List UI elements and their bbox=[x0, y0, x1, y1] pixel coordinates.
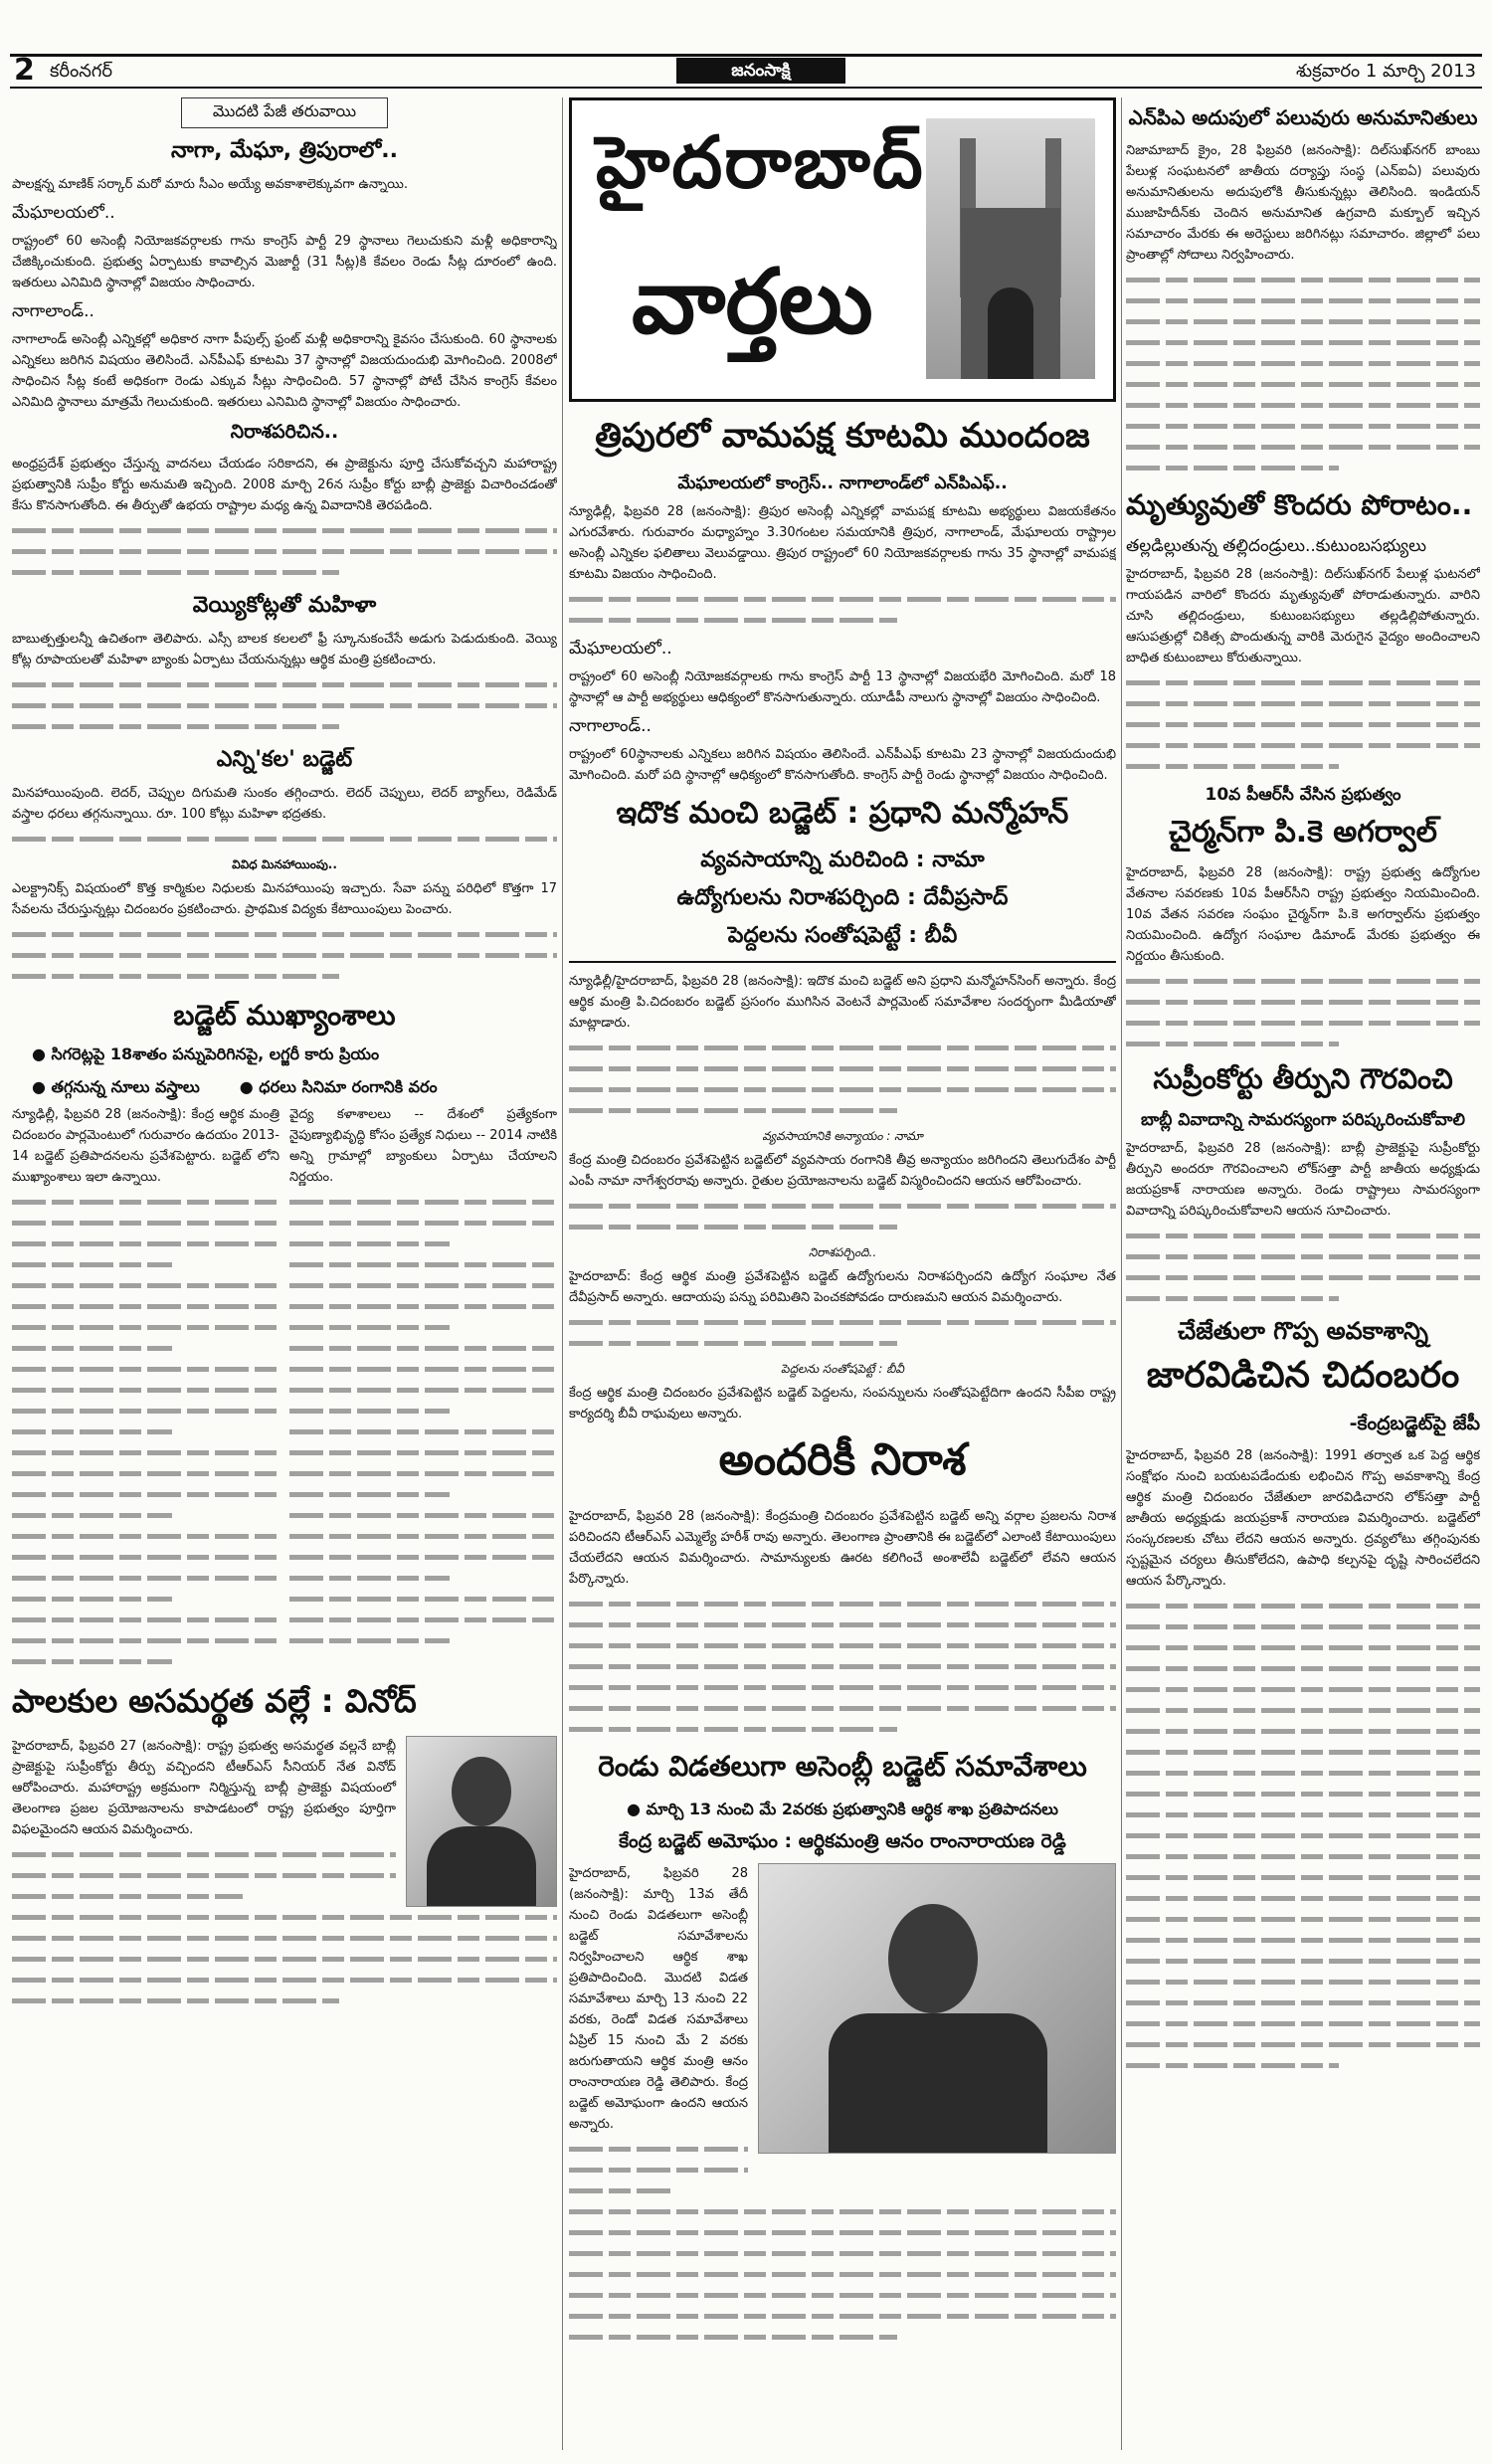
text-line bbox=[569, 1196, 1116, 1217]
peddalu-text: కేంద్ర ఆర్థిక మంత్రి చిదంబరం ప్రవేశపెట్టిన బడ్జెట్ పెద్దలను, సంపన్నులను సంతోషపెట్టేదిగా ఉందని సీపీఐ రాష్ట్ర కార్యదర్శి బీవీ రాఘవులు అన్నారు. bbox=[569, 1386, 1116, 1422]
text-line bbox=[1126, 1013, 1480, 1034]
text-line bbox=[569, 1614, 1116, 1635]
text-line bbox=[289, 1610, 557, 1630]
text-line bbox=[569, 1312, 1116, 1333]
text-line bbox=[289, 1338, 557, 1359]
text-line bbox=[12, 1401, 280, 1422]
text-line bbox=[1126, 756, 1480, 777]
text-line bbox=[1126, 416, 1480, 437]
text-line bbox=[569, 2327, 1116, 2348]
text-line bbox=[1126, 1267, 1480, 1288]
nagaland-label: నాగాలాండ్.. bbox=[12, 301, 94, 321]
text-line bbox=[12, 695, 557, 716]
quote-deviprasad: ఉద్యోగులను నిరాశపర్చింది : దేవీప్రసాద్ bbox=[676, 885, 1009, 910]
chide-subhead: చేజేతులా గొప్ప అవకాశాన్ని bbox=[1178, 1317, 1428, 1345]
divider bbox=[569, 961, 1116, 963]
column-divider bbox=[562, 97, 563, 2450]
text-line bbox=[289, 1589, 557, 1610]
budget-bullet: ● తగ్గనున్న నూలు వస్త్రాలు bbox=[32, 1077, 200, 1100]
text-line bbox=[1126, 1288, 1480, 1309]
text-line bbox=[569, 2139, 748, 2160]
photo-head bbox=[888, 1904, 978, 2013]
text-line bbox=[569, 1698, 1116, 1719]
chide-headline: జారవిడిచిన చిదంబరం bbox=[1146, 1355, 1460, 1396]
text-line bbox=[289, 1317, 557, 1338]
text-line bbox=[569, 1058, 1116, 1079]
text-line bbox=[1126, 1930, 1480, 1951]
nagaland-text: నాగాలాండ్ అసెంబ్లీ ఎన్నికల్లో అధికార నాగా పీపుల్స్ ఫ్రంట్ మళ్లీ అధికారాన్ని కైవసం చేసుకుంది. 60 స్థానాలకు ఎన్నికలు జరిగిన విషయం తెలిసిందే. ఎన్‌పీఎఫ్ కూటమి 37 స్థానాల్లో విజయదుందుభి మోగించింది. 2008లో సాధించిన సీట్ల కంటే అధికంగా రెండు ఎక్కువ సీట్లు సాధించింది. 57 స్థానాల్లో పోటీ చేసిన కాంగ్రెస్ కేవలం ఎనిమిది స్థానాలు మాత్రమే గెలుచుకుంది. ఇతరులు ఎనిమిది స్థానాల్లో విజయం సాధించారు. bbox=[12, 332, 557, 410]
vinod-photo bbox=[406, 1736, 557, 1907]
text-line bbox=[1126, 693, 1480, 714]
vividha-label: వివిధ మినహాయింపు.. bbox=[232, 857, 337, 871]
text-line bbox=[569, 1079, 1116, 1100]
mrutyu-headline: మృత్యువుతో కొందరు పోరాటం.. bbox=[1126, 488, 1473, 521]
andariki-text: హైదరాబాద్, ఫిబ్రవరి 28 (జనంసాక్షి): కేంద్రమంత్రి చిదంబరం ప్రవేశపెట్టిన బడ్జెట్ అన్ని వర్గాల ప్రజలను నిరాశ పరిచిందని టీఆర్ఎస్ ఎమ్మెల్యే హరీశ్ రావు అన్నారు. తెలంగాణ ప్రాంతానికి ఈ బడ్జెట్‌లో ఎలాంటి కేటాయింపులు చేయలేదని ఆయన విమర్శించారు. సామాన్యులకు ఊరట కలిగించే అంశాలేవీ బడ్జెట్‌లో లేవని ఆయన పేర్కొన్నారు. bbox=[569, 1509, 1116, 1587]
text-line bbox=[1126, 1246, 1480, 1267]
vyavasayam-text: కేంద్ర మంత్రి చిదంబరం ప్రవేశపెట్టిన బడ్జెట్‌లో వ్యవసాయ రంగానికి తీవ్ర అన్యాయం జరిగిందని తెలుగుదేశం పార్టీ ఎంపీ నామా నాగేశ్వరరావు అన్నారు. రైతుల ప్రయోజనాలను బడ్జెట్ విస్మరించిందని ఆయన ఆరోపించారు. bbox=[569, 1153, 1116, 1189]
text-line bbox=[12, 1589, 280, 1610]
text-line bbox=[1126, 332, 1480, 353]
text-line bbox=[569, 2180, 748, 2201]
text-line bbox=[12, 1359, 280, 1380]
text-line bbox=[569, 1677, 1116, 1698]
budget-two-column bbox=[12, 1104, 557, 1672]
text-line bbox=[1126, 735, 1480, 756]
text-line bbox=[1126, 992, 1480, 1013]
text-line bbox=[12, 541, 557, 562]
chide-tag: -కేంద్రబడ్జెట్‌పై జేపీ bbox=[1349, 1413, 1480, 1434]
text-line bbox=[1126, 1596, 1480, 1616]
text-line bbox=[12, 1844, 396, 1865]
text-line bbox=[1126, 1658, 1480, 1679]
monument-arch bbox=[988, 287, 1033, 379]
text-line bbox=[289, 1484, 557, 1505]
banner-subtitle: వార్తలు bbox=[632, 250, 873, 354]
text-line bbox=[569, 1100, 1116, 1121]
text-line bbox=[1126, 270, 1480, 290]
budget-right-lead: వైద్య కళాశాలలు -- దేశంలో ప్రత్యేకంగా నైపుణ్యాభివృద్ధి కోసం ప్రత్యేక నిధులు -- 2014 నాటికి అన్ని గ్రామాల్లో బ్యాంకులు ఏర్పాటు చేయాలని నిర్ణయం. bbox=[289, 1107, 557, 1185]
text-line bbox=[289, 1359, 557, 1380]
budget-bullet: ● ధరలు సినిమా రంగానికి వరం bbox=[240, 1077, 438, 1100]
prc-text: హైదరాబాద్, ఫిబ్రవరి 28 (జనంసాక్షి): రాష్ట్ర ప్రభుత్వ ఉద్యోగుల వేతనాల సవరణకు 10వ పీఆర్‌సీని రాష్ట్ర ప్రభుత్వం నియమించింది. 10వ వేతన సవరణ సంఘం చైర్మన్‌గా పి.కె అగర్వాల్‌ను ప్రభుత్వం నియమించింది. ఉద్యోగ సంఘాల డిమాండ్ మేరకు ప్రభుత్వం ఈ నిర్ణయం తీసుకుంది. bbox=[1126, 865, 1480, 964]
text-line bbox=[1126, 1679, 1480, 1700]
tripura-headline: త్రిపురలో వామపక్ష కూటమి ముందంజ bbox=[595, 416, 1090, 456]
page-number: 2 bbox=[14, 53, 35, 88]
text-line bbox=[1126, 1700, 1480, 1721]
mrutyu-text: హైదరాబాద్, ఫిబ్రవరి 28 (జనంసాక్షి): దిల్‌సుఖ్‌నగర్ పేలుళ్ల ఘటనలో గాయపడిన వారిలో కొందరు మృత్యువుతో పోరాడుతున్నారు. వారిని చూసి తల్లిదండ్రులు, కుటుంబసభ్యులు తల్లడిల్లిపోతున్నారు. ఆసుపత్రుల్లో చికిత్స పొందుతున్న వారికి మెరుగైన వైద్యం అందించాలని బాధిత కుటుంబాలు కోరుతున్నాయి. bbox=[1126, 567, 1480, 665]
text-line bbox=[569, 2285, 1116, 2306]
rendu-subhead: కేంద్ర బడ్జెట్ అమోఘం : ఆర్థికమంత్రి ఆనం రాంనారాయణ రెడ్డి bbox=[619, 1830, 1066, 1852]
text-line bbox=[1126, 1616, 1480, 1637]
text-line bbox=[569, 1217, 1116, 1237]
andariki-headline: అందరికీ నిరాశ bbox=[718, 1434, 967, 1485]
text-line bbox=[12, 1484, 280, 1505]
text-line bbox=[12, 1463, 280, 1484]
meghalaya-text: రాష్ట్రంలో 60 అసెంబ్లీ నియోజకవర్గాలకు గాను కాంగ్రెస్ పార్టీ 29 స్థానాలు గెలుచుకుని మళ్లీ అధికారాన్ని చేజిక్కించుకుంది. ప్రభుత్వ ఏర్పాటుకు కావాల్సిన మెజార్టీ (31 సీట్ల)కి కేవలం రెండు సీట్ల దూరంలో ఉంది. ఇతరులు ఎనిమిది స్థానాల్లో విజయం సాధించారు. bbox=[12, 234, 557, 290]
hyderabad-news-banner bbox=[569, 97, 1116, 402]
text-line bbox=[12, 562, 557, 583]
text-line bbox=[12, 1865, 396, 1886]
text-line bbox=[1126, 1909, 1480, 1930]
text-line bbox=[289, 1526, 557, 1547]
quote-nama: వ్యవసాయాన్ని మరిచింది : నామా bbox=[700, 848, 985, 872]
text-line bbox=[12, 1505, 280, 1526]
text-line bbox=[289, 1422, 557, 1442]
ennikala-heading: ఎన్ని'కల' బడ్జెట్ bbox=[216, 747, 353, 772]
quote-bv: పెద్దలను సంతోషపెట్టే : బీవీ bbox=[727, 923, 958, 948]
text-line bbox=[12, 1254, 280, 1275]
text-line bbox=[289, 1380, 557, 1401]
text-line bbox=[289, 1568, 557, 1589]
text-line bbox=[1126, 290, 1480, 311]
sc-text: హైదరాబాద్, ఫిబ్రవరి 28 (జనంసాక్షి): బాబ్లీ ప్రాజెక్టుపై సుప్రీంకోర్టు తీర్పుని అందరూ గౌరవించాలని లోక్‌సత్తా పార్టీ జాతీయ అధ్యక్షుడు జయప్రకాశ్ నారాయణ అన్నారు. రెండు రాష్ట్రాలు సామరస్యంగా వివాదాన్ని పరిష్కరించుకోవాలని ఆయన సూచించారు. bbox=[1126, 1141, 1480, 1219]
text-line bbox=[12, 1192, 280, 1213]
idoka-text: న్యూఢిల్లీ/హైదరాబాద్, ఫిబ్రవరి 28 (జనంసాక్షి): ఇదొక మంచి బడ్జెట్ అని ప్రధాని మన్మోహన్‌సింగ్ అన్నారు. కేంద్ర ఆర్థిక మంత్రి పి.చిదంబరం బడ్జెట్ ప్రసంగం ముగిసిన వెంటనే పార్లమెంట్ సమావేశాల సందర్భంగా మీడియాతో మాట్లాడారు. bbox=[569, 974, 1116, 1031]
prc-kicker: 10వ పీఆర్‌సీ వేసిన ప్రభుత్వం bbox=[1205, 785, 1401, 805]
text-line bbox=[289, 1296, 557, 1317]
text-line bbox=[12, 1886, 396, 1907]
text-line bbox=[12, 1970, 557, 1990]
text-line bbox=[12, 1233, 280, 1254]
text-line bbox=[289, 1505, 557, 1526]
edition-city: కరీంనగర్ bbox=[50, 61, 112, 82]
text-line bbox=[289, 1401, 557, 1422]
text-line bbox=[1126, 1972, 1480, 1992]
idoka-headline: ఇదొక మంచి బడ్జెట్ : ప్రధాని మన్మోహన్ bbox=[616, 796, 1069, 831]
nirasa2-label: నిరాశపర్చింది.. bbox=[808, 1245, 877, 1259]
text-line bbox=[1126, 1951, 1480, 1972]
sc-subhead: బాబ్లీ వివాదాన్ని సామరస్యంగా పరిష్కరించుకోవాలి bbox=[1141, 1110, 1465, 1130]
masthead bbox=[10, 54, 1482, 89]
column-right bbox=[1126, 97, 1480, 2450]
text-line bbox=[569, 1038, 1116, 1058]
text-line bbox=[1126, 1637, 1480, 1658]
text-line bbox=[569, 2306, 1116, 2327]
nirasa2-text: హైదరాబాద్: కేంద్ర ఆర్థిక మంత్రి ప్రవేశపెట్టిన బడ్జెట్ ఉద్యోగులను నిరాశపర్చిందని ఉద్యోగ సంఘాల నేత దేవీప్రసాద్ అన్నారు. ఆదాయపు పన్ను పరిమితిని పెంచకపోవడం దారుణమని ఆయన విమర్శించారు. bbox=[569, 1269, 1116, 1305]
nagaland2-label: నాగాలాండ్.. bbox=[569, 716, 652, 736]
text-line bbox=[12, 1610, 280, 1630]
text-line bbox=[289, 1254, 557, 1275]
text-line bbox=[1126, 1721, 1480, 1742]
text-line bbox=[1126, 1846, 1480, 1867]
text-line bbox=[12, 674, 557, 695]
issue-date: శుక్రవారం 1 మార్చి 2013 bbox=[1295, 61, 1476, 82]
text-line bbox=[1126, 353, 1480, 374]
continuation-kicker: మొదటి పేజీ తరువాయి bbox=[181, 97, 388, 128]
budget-bullet: ● సిగరెట్లపై 18శాతం పన్నుపెరిగినపై, లగ్జరీ కారు ప్రియం bbox=[32, 1044, 557, 1067]
vividha-text: ఎలక్ట్రానిక్స్ విషయంలో కొత్త కార్మికుల నిధులకు మినహాయింపు ఇచ్చారు. సేవా పన్ను పరిధిలో కొత్తగా 17 సేవలను చేరుస్తున్నట్లు చిదంబరం ప్రకటించారు. ప్రాథమిక విద్యకు కేటాయింపులు పెంచారు. bbox=[12, 881, 557, 917]
prc-headline: చైర్మన్‌గా పి.కె అగర్వాల్ bbox=[1169, 815, 1437, 850]
text-line bbox=[12, 1317, 280, 1338]
meghalaya-label: మేఘాలయలో.. bbox=[12, 203, 115, 223]
text-line bbox=[12, 924, 557, 945]
text-line bbox=[12, 520, 557, 541]
text-line bbox=[289, 1630, 557, 1651]
text-line bbox=[12, 1526, 280, 1547]
sc-headline: సుప్రీంకోర్టు తీర్పుని గౌరవించి bbox=[1153, 1062, 1453, 1095]
text-line bbox=[569, 589, 1116, 610]
text-line bbox=[1126, 1992, 1480, 2013]
text-line bbox=[289, 1192, 557, 1213]
vinod-heading: పాలకుల అసమర్థత వల్లే : వినోద్ bbox=[12, 1682, 417, 1720]
text-line bbox=[12, 1442, 280, 1463]
text-line bbox=[1126, 437, 1480, 458]
text-line bbox=[12, 829, 557, 850]
headline-northeast: నాగా, మేఘా, త్రిపురాలో.. bbox=[171, 138, 398, 163]
text-line bbox=[1126, 311, 1480, 332]
nirasa-heading: నిరాశపరిచిన.. bbox=[230, 421, 339, 443]
text-line bbox=[12, 1275, 280, 1296]
text-line bbox=[289, 1233, 557, 1254]
banner-title: హైదరాబాద్ bbox=[596, 120, 925, 204]
text-line bbox=[1126, 714, 1480, 735]
text-line bbox=[1126, 2013, 1480, 2034]
text-line bbox=[12, 1568, 280, 1589]
weyyi-heading: వెయ్యికోట్లతో మహిళా bbox=[192, 593, 377, 618]
text-line bbox=[569, 1719, 1116, 1740]
rendu-headline: రెండు విడతలుగా అసెంబ్లీ బడ్జెట్ సమావేశాలు bbox=[598, 1750, 1087, 1783]
mrutyu-subhead: తల్లడిల్లుతున్న తల్లిదండ్రులు..కుటుంబసభ్యులు bbox=[1126, 536, 1427, 556]
text-line bbox=[1126, 1888, 1480, 1909]
text-line bbox=[569, 2222, 1116, 2243]
rendu-bullet: ● మార్చి 13 నుంచి మే 2వరకు ప్రభుత్వానికి ఆర్థిక శాఖ ప్రతిపాదనలు bbox=[569, 1800, 1116, 1822]
text-line bbox=[12, 1296, 280, 1317]
text-line bbox=[569, 1635, 1116, 1656]
text-line bbox=[1126, 1784, 1480, 1804]
text-line bbox=[289, 1442, 557, 1463]
ennikala-text: మినహాయింపుంది. లెదర్, చెప్పుల దిగుమతి సుంకం తగ్గించారు. లెదర్ చెప్పులు, లెదర్ బ్యాగ్‌లు, రెడిమేడ్ వస్త్రాల ధరలు తగ్గనున్నాయి. రూ. 100 కోట్లు మహిళా భద్రతకు. bbox=[12, 786, 557, 822]
meghalaya2-text: రాష్ట్రంలో 60 అసెంబ్లీ నియోజకవర్గాలకు గాను కాంగ్రెస్ పార్టీ 13 స్థానాల్లో విజయభేరి మోగించింది. మరో 18 స్థానాల్లో ఆ పార్టీ అభ్యర్థులు ఆధిక్యంలో కొనసాగుతున్నారు. యూడీపీ నాలుగు స్థానాల్లో విజయం సాధించింది. bbox=[569, 669, 1116, 705]
text-line bbox=[12, 1949, 557, 1970]
minister-photo bbox=[758, 1863, 1116, 2154]
tripura-text: న్యూఢిల్లీ, ఫిబ్రవరి 28 (జనంసాక్షి): త్రిపుర అసెంబ్లీ ఎన్నికల్లో వామపక్ష కూటమి అభ్యర్థులు విజయకేతనం ఎగురవేశారు. గురువారం మధ్యాహ్నం 3.30గంటల సమయానికి త్రిపుర, నాగాలాండ్, మేఘాలయ రాష్ట్రాల అసెంబ్లీ ఎన్నికల ఫలితాలు వెలువడ్డాయి. త్రిపుర రాష్ట్రంలో 60 నియోజకవర్గాలకు గాను 35 స్థానాల్లో వామపక్ష కూటమి విజయం సాధించింది. bbox=[569, 504, 1116, 582]
column-divider bbox=[1121, 97, 1122, 2450]
text-line bbox=[1126, 1825, 1480, 1846]
text-line bbox=[1126, 1804, 1480, 1825]
text-line bbox=[569, 2201, 1116, 2222]
text-line bbox=[12, 1907, 557, 1928]
text-line bbox=[569, 1333, 1116, 1354]
vinod-text: హైదరాబాద్, ఫిబ్రవరి 27 (జనంసాక్షి): రాష్ట్ర ప్రభుత్వ అసమర్థత వల్లనే బాబ్లీ ప్రాజెక్టుపై సుప్రీంకోర్టు తీర్పు వచ్చిందని టీఆర్ఎస్ సీనియర్ నేత వినోద్ ఆరోపించారు. మహారాష్ట్ర అక్రమంగా నిర్మిస్తున్న బాబ్లీ ప్రాజెక్టు విషయంలో తెలంగాణ ప్రజల ప్రయోజనాలను కాపాడటంలో రాష్ట్ర ప్రభుత్వం పూర్తిగా విఫలమైందని ఆయన విమర్శించారు. bbox=[12, 1739, 396, 1837]
budget-left-lead: న్యూఢిల్లీ, ఫిబ్రవరి 28 (జనంసాక్షి): కేంద్ర ఆర్థిక మంత్రి చిదంబరం పార్లమెంటులో గురువారం ఉదయం 2013-14 బడ్జెట్ ప్రతిపాదనలను ప్రవేశపెట్టారు. బడ్జెట్ లోని ముఖ్యాంశాలు ఇలా ఉన్నాయి. bbox=[12, 1107, 280, 1185]
text-line bbox=[12, 1990, 557, 2011]
nia-headline: ఎన్‌పిఎ అదుపులో పలువురు అనుమానితులు bbox=[1128, 105, 1478, 129]
text-line bbox=[569, 1656, 1116, 1677]
text-line bbox=[1126, 1226, 1480, 1246]
text-line bbox=[1126, 458, 1480, 478]
text-line bbox=[12, 966, 557, 987]
chide-text: హైదరాబాద్, ఫిబ్రవరి 28 (జనంసాక్షి): 1991 తర్వాత ఒక పెద్ద ఆర్థిక సంక్షోభం నుంచి బయటపడేందుకు లభించిన గొప్ప అవకాశాన్ని కేంద్ర ఆర్థిక మంత్రి చిదంబరం చేజేతులా జారవిడిచారని లోక్‌సత్తా పార్టీ జాతీయ అధ్యక్షుడు జయప్రకాశ్ నారాయణ విమర్శించారు. బడ్జెట్‌లో సంస్కరణలకు చోటు లేదని ఆయన అన్నారు. ద్రవ్యలోటు తగ్గింపునకు స్పష్టమైన చర్యలు తీసుకోలేదని, ఉపాధి కల్పనపై దృష్టి సారించలేదని ఆయన పేర్కొన్నారు. bbox=[1126, 1448, 1480, 1589]
vyavasayam-label: వ్యవసాయానికి అన్యాయం : నామా bbox=[762, 1129, 923, 1143]
peddalu-label: పెద్దలను సంతోషపెట్టే : బీవీ bbox=[781, 1362, 904, 1376]
text-line bbox=[1126, 1867, 1480, 1888]
charminar-image bbox=[926, 118, 1095, 379]
text-line bbox=[1126, 971, 1480, 992]
text-line bbox=[569, 1594, 1116, 1614]
text-line bbox=[12, 1928, 557, 1949]
text-line bbox=[12, 945, 557, 966]
text-line bbox=[289, 1547, 557, 1568]
text-line bbox=[289, 1275, 557, 1296]
text-line bbox=[569, 2243, 1116, 2264]
text-line bbox=[1126, 1034, 1480, 1054]
photo-head bbox=[452, 1757, 511, 1826]
rendu-text: హైదరాబాద్, ఫిబ్రవరి 28 (జనంసాక్షి): మార్చి 13వ తేదీ నుంచి రెండు విడతలుగా అసెంబ్లీ బడ్జెట్ సమావేశాలను నిర్వహించాలని ఆర్థిక శాఖ ప్రతిపాదించింది. మొదటి విడత సమావేశాలు మార్చి 13 నుంచి 22 వరకు, రెండో విడత సమావేశాలు ఏప్రిల్ 15 నుంచి మే 2 వరకు జరుగుతాయని ఆర్థిక మంత్రి ఆనం రాంనారాయణ రెడ్డి తెలిపారు. కేంద్ర బడ్జెట్ అమోఘంగా ఉందని ఆయన అన్నారు. bbox=[569, 1866, 748, 2132]
text-line bbox=[569, 610, 1116, 631]
text-line bbox=[12, 1422, 280, 1442]
text-line bbox=[1126, 395, 1480, 416]
photo-torso bbox=[427, 1826, 536, 1906]
text-line bbox=[1126, 2034, 1480, 2055]
lead-line: పాలక్షన్న మాణిక్ సర్కార్ మరో మారు సీఎం అయ్యే అవకాశాలెక్కువగా ఉన్నాయి. bbox=[12, 177, 408, 192]
text-line bbox=[1126, 1742, 1480, 1763]
paper-logo: జనంసాక్షి bbox=[676, 58, 845, 84]
text-line bbox=[289, 1463, 557, 1484]
text-line bbox=[1126, 672, 1480, 693]
text-line bbox=[1126, 1763, 1480, 1784]
meghalaya2-label: మేఘాలయలో.. bbox=[569, 639, 672, 659]
text-line bbox=[12, 1651, 280, 1672]
text-line bbox=[12, 1380, 280, 1401]
tripura-subhead: మేఘాలయలో కాంగ్రెస్.. నాగాలాండ్‌లో ఎన్‌పిఎఫ్.. bbox=[677, 474, 1008, 493]
text-line bbox=[569, 2160, 748, 2180]
text-line bbox=[12, 1338, 280, 1359]
photo-torso bbox=[829, 2013, 1047, 2153]
column-center bbox=[569, 97, 1116, 2450]
text-line bbox=[12, 1630, 280, 1651]
text-line bbox=[569, 2264, 1116, 2285]
column-left bbox=[12, 97, 557, 2450]
nirasa-text: అంధ్రప్రదేశ్ ప్రభుత్వం చేస్తున్న వాదనలు చేయడం సరికాదని, ఈ ప్రాజెక్టును పూర్తి చేసుకోవచ్చని మహారాష్ట్ర ప్రభుత్వానికి సుప్రీం కోర్టు అనుమతి ఇచ్చింది. 2008 మార్చి 26న సుప్రీం కోర్టు బాబ్లీ ప్రాజెక్టు విచారించడంతో కేసు కొనసాగుతోంది. ఈ తీర్పుతో ఉభయ రాష్ట్రాల మధ్య ఉన్న వివాదానికి తెరపడింది. bbox=[12, 457, 557, 513]
text-line bbox=[12, 1213, 280, 1233]
weyyi-text: బాబుత్పత్తులన్నీ ఉచితంగా తెలిపారు. ఎస్సీ బాలక కలలలో ఫ్రీ స్కూనుకంచేసే అడుగు పెడుదుకుంది. వెయ్యి కోట్ల రూపాయలతో మహిళా బ్యాంకు ఏర్పాటు చేయనున్నట్లు ఆర్థిక మంత్రి ప్రకటించారు. bbox=[12, 632, 557, 667]
text-line bbox=[1126, 374, 1480, 395]
budget-heading: బడ్జెట్ ముఖ్యాంశాలు bbox=[173, 999, 396, 1032]
nagaland2-text: రాష్ట్రంలో 60స్థానాలకు ఎన్నికలు జరిగిన విషయం తెలిసిందే. ఎన్‌పీఎఫ్ కూటమి 23 స్థానాల్లో విజయదుందుభి మోగించింది. మరో పది స్థానాల్లో ఆధిక్యంలో కొనసాగుతోంది. కాంగ్రెస్ పార్టీ రెండు స్థానాల్లో విజయం సాధించింది. bbox=[569, 747, 1116, 783]
text-line bbox=[12, 716, 557, 737]
text-line bbox=[289, 1213, 557, 1233]
nia-text: నిజామాబాద్ క్రైం, 28 ఫిబ్రవరి (జనంసాక్షి): దిల్‌సుఖ్‌నగర్ బాంబు పేలుళ్ల సంఘటనలో జాతీయ దర్యాప్తు సంస్థ (ఎన్ఐఏ) పలువురు అనుమానితులను అదుపులోకి తీసుకున్నట్లు తెలిసింది. ఇండియన్ ముజాహిదీన్‌కు చెందిన అనుమానిత ఉగ్రవాది మక్బూల్ ఇచ్చిన సమాచారం మేరకు ఈ అరెస్టులు జరిగినట్లు సమాచారం. జిల్లాలో పలు ప్రాంతాల్లో సోదాలు నిర్వహించారు. bbox=[1126, 143, 1480, 263]
text-line bbox=[1126, 2055, 1480, 2076]
text-line bbox=[12, 1547, 280, 1568]
